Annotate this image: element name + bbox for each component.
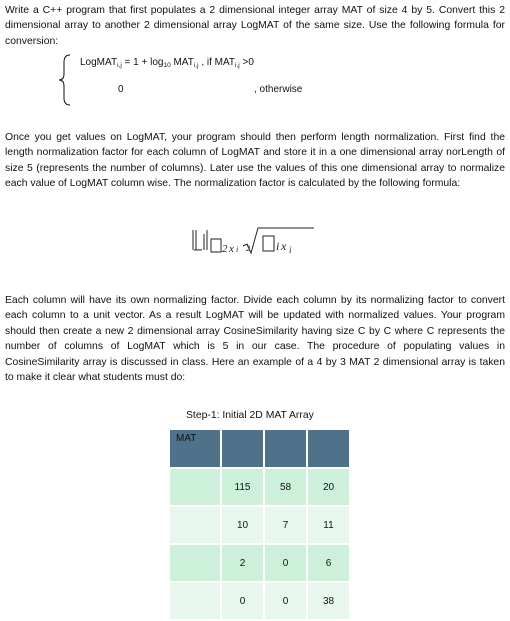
svg-text:2: 2: [246, 244, 250, 253]
table-cell: 0: [264, 582, 307, 620]
svg-text:i: i: [289, 245, 292, 255]
table-corner-label: MAT: [169, 429, 221, 468]
step-title: Step-1: Initial 2D MAT Array: [186, 410, 314, 421]
table-row: [169, 468, 350, 506]
normalization-paragraph: Once you get values on LogMAT, your program should then perform length normalization. First find the length normalization factor for each column of LogMAT and store it in a one dimensional array norLength of size 5 (represents the number of columns). Later use the values of this one dimensional array to normalize each value of LogMAT column wise. The normalization factor is calculated by the following formula:: [5, 132, 505, 190]
formula-equals: = 1 + log: [121, 57, 164, 68]
table-cell: 38: [307, 582, 350, 620]
table-header-row: [169, 429, 350, 468]
formula-lhs-subscript: i,j: [117, 62, 122, 69]
normalization-formula-image: [190, 222, 320, 262]
svg-text:x: x: [229, 243, 234, 255]
svg-text:2: 2: [222, 243, 228, 255]
formula-condition-suffix: >0: [239, 57, 254, 68]
row-header-cell: [169, 468, 221, 506]
formula-zero-value: 0: [118, 84, 124, 95]
table-row: [169, 506, 350, 544]
svg-text:x: x: [281, 239, 287, 253]
table-cell: 20: [307, 468, 350, 506]
intro-paragraph: Write a C++ program that first populates a 2 dimensional integer array MAT of size 4 by 5. Convert this 2 dimensional array to another 2 dimensional array LogMAT of the same size. Use the following formula for conversion:: [5, 5, 505, 47]
table-cell: 58: [264, 468, 307, 506]
table-row: [169, 582, 350, 620]
formula-condition-subscript: i,j: [235, 62, 240, 69]
table-cell: 115: [221, 468, 264, 506]
mat-table: [168, 428, 351, 621]
table-cell: 2: [221, 544, 264, 582]
formula-log-base: 10: [163, 62, 171, 69]
formula-lhs: LogMAT: [80, 57, 118, 68]
table-cell: 11: [307, 506, 350, 544]
table-cell: 0: [264, 544, 307, 582]
row-header-cell: [169, 582, 221, 620]
formula-otherwise: , otherwise: [254, 84, 303, 95]
table-cell: 10: [221, 506, 264, 544]
column-normalization-paragraph: Each column will have its own normalizing factor. Divide each column by its normalizing factor to convert each column to a unit vector. As a result LogMAT will be updated with normalized values. Your program should then create a new 2 dimensional array CosineSimilarity having size C by C where C represents the number of columns of LogMAT which is 5 in our case. The procedure of populating values in CosineSimilarity array is discussed in class. Here an example of a 4 by 3 MAT 2 dimensional array is taken to make it clear what students must do:: [5, 295, 505, 384]
formula-condition: , if MAT: [198, 57, 236, 68]
log-conversion-formula: [58, 54, 358, 106]
svg-text:i: i: [276, 239, 280, 253]
header-cell: [307, 429, 350, 468]
table-cell: 7: [264, 506, 307, 544]
formula-mat: MAT: [170, 57, 194, 68]
row-header-cell: [169, 506, 221, 544]
left-brace-icon: [58, 54, 72, 106]
table-cell: 0: [221, 582, 264, 620]
row-header-cell: [169, 544, 221, 582]
svg-text:i: i: [236, 245, 239, 254]
formula-row-positive: [80, 57, 254, 69]
header-cell: [221, 429, 264, 468]
formula-mat-subscript: i,j: [193, 62, 199, 69]
table-cell: 6: [307, 544, 350, 582]
table-row: [169, 544, 350, 582]
header-cell: [264, 429, 307, 468]
